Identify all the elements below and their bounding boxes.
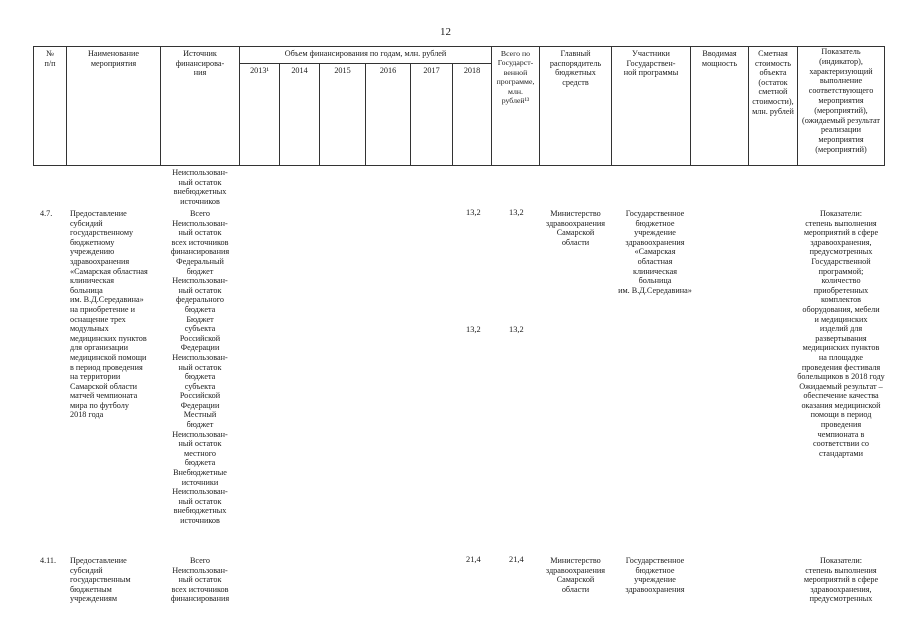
value-program-total: 13,2: [509, 208, 524, 217]
vline: [452, 63, 453, 166]
header-total: Всего по Государст- венной программе, млн. рублей¹³: [496, 49, 535, 106]
row-indicator: Показатели: степень выполнения мероприятий в сфере здравоохранения, предусмотренных Государственной программой; количество приобретенных комплектов оборудования, мебели и медицинских изделий для развертывания медицинских пунктов на площадке проведения фестиваля болельщиков в 2018 году Ожидаемый результат – обеспечение качества оказания медицинской помощи в период проведения чемпионата в соответствии со стандартами: [797, 209, 885, 458]
vline: [410, 63, 411, 166]
row-name: Предоставление субсидий государственному бюджетному учреждению здравоохранения «Самарская областная клиническая больница им. В.Д.Середавина» на приобретение и оснащение трех модульных медицинских пунктов для организации медицинской помощи в период проведения на территории Самарской области матчей чемпионата мира по футболу 2018 года: [70, 209, 148, 420]
vline: [365, 63, 366, 166]
row-sources: Всего Неиспользован- ный остаток всех источников финансирования Федеральный бюджет Неиспользован- ный остаток федерального бюджета Бюджет субъекта Российской Федерации Неиспользован- ный остаток бюджета субъекта Российской Федерации Местный бюджет Неиспользован- ный остаток местного бюджета Внебюджетные источники Неиспользован- ный остаток внебюджетных источников: [170, 209, 230, 525]
header-cost: Сметная стоимость объекта (остаток сметной стоимости), млн. рублей: [752, 49, 794, 116]
row-number: 4.7.: [40, 209, 53, 218]
row-sources: Всего Неиспользован- ный остаток всех источников финансирования: [170, 556, 230, 604]
value-program-total: 21,4: [509, 555, 524, 564]
header-source: Источник финансирова- ния: [175, 49, 225, 78]
header-year-2017: 2017: [423, 66, 440, 75]
page-number: 12: [440, 26, 451, 38]
value-program-regional: 13,2: [509, 325, 524, 334]
header-year-2016: 2016: [379, 66, 397, 75]
row-participants: Государственное бюджетное учреждение здравоохранения «Самарская областная клиническая больница им. В.Д.Середавина»: [618, 209, 692, 295]
header-volume: Объем финансирования по годам, млн. рублей: [284, 49, 447, 58]
carry-over-source: Неиспользован- ный остаток внебюджетных источников: [172, 168, 228, 206]
value-2018-total: 21,4: [466, 555, 481, 564]
vline: [884, 46, 885, 166]
row-indicator: Показатели: степень выполнения мероприятий в сфере здравоохранения, предусмотренных: [803, 556, 879, 604]
row-name: Предоставление субсидий государственным бюджетным учреждениям: [70, 556, 131, 604]
header-year-2018: 2018: [463, 66, 481, 75]
row-participants: Государственное бюджетное учреждение здравоохранения: [625, 556, 685, 594]
header-indicator: Показатель (индикатор), характеризующий выполнение соответствующего мероприятия (мероприятий), (ожидаемый результат реализации мероприятия (мероприятий): [801, 47, 880, 154]
header-no: № п/п: [44, 49, 56, 68]
header-name: Наименование мероприятия: [87, 49, 139, 68]
vline: [239, 46, 240, 166]
vline: [279, 63, 280, 166]
header-main-manager: Главный распорядитель бюджетных средств: [549, 49, 602, 87]
vline: [319, 63, 320, 166]
header-participants: Участники Государствен- ной программы: [623, 49, 679, 78]
header-year-2014: 2014: [291, 66, 308, 75]
header-capacity: Вводимая мощность: [701, 49, 738, 68]
header-year-2013: 2013¹: [250, 66, 269, 75]
value-2018-total: 13,2: [466, 208, 481, 217]
header-year-2015: 2015: [334, 66, 351, 75]
value-2018-regional: 13,2: [466, 325, 481, 334]
row-main-manager: Министерство здравоохранения Самарской области: [545, 556, 606, 594]
row-main-manager: Министерство здравоохранения Самарской области: [545, 209, 606, 247]
row-number: 4.11.: [40, 556, 57, 565]
